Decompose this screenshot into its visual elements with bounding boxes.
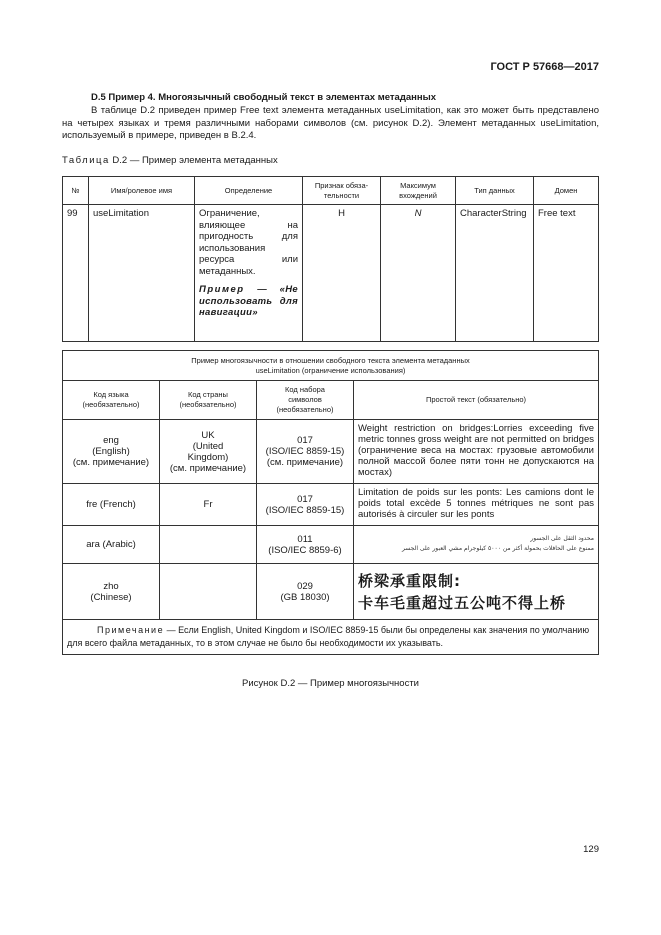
cell-max-occurrence: N (381, 205, 456, 342)
metadata-element-table (62, 176, 599, 342)
table-header-row (63, 381, 599, 420)
definition-example (199, 284, 298, 319)
cell-country (160, 564, 257, 620)
cell-charset: 017 (ISO/IEC 8859-15) (257, 484, 354, 526)
section-paragraph: В таблице D.2 приведен пример Free text элемента метаданных useLimitation, как это может быть представлено на четырех языках и тремя различными наборами символов (см. рисунок D.2). Элемент метаданных useLimitation, используемый в примере, приведен в B.2.4. (62, 105, 599, 141)
header-free-text: Простой текст (обязательно) (354, 381, 599, 420)
cell-name: useLimitation (89, 205, 195, 342)
header-language-code: Код языка (необязательно) (63, 381, 160, 420)
example-label: Пример — (199, 284, 269, 295)
header-obligation: Признак обяза- тельности (303, 177, 381, 205)
cell-definition (195, 205, 303, 342)
cell-language: fre (French) (63, 484, 160, 526)
cell-domain: Free text (534, 205, 599, 342)
table-header-row (63, 177, 599, 205)
section-title: D.5 Пример 4. Многоязычный свободный текст в элементах метаданных (91, 92, 437, 103)
header-num: № (63, 177, 89, 205)
cell-text-arabic: محدود الثقل على الجسور ممنوع على الحافلات بحمولة أكثر من ٥٠٠٠ كيلوجرام مشي العبور على الجسر (354, 526, 599, 564)
cell-text-chinese: 桥梁承重限制: 卡车毛重超过五公吨不得上桥 (354, 564, 599, 620)
cell-language: eng (English) (см. примечание) (63, 420, 160, 484)
note-text: — Если English, United Kingdom и ISO/IEC 8859-15 были бы определены как значения по умолчанию для всего файла метаданных, то в этом случае не было бы необходимости их указывать. (67, 625, 590, 648)
cell-charset: 011 (ISO/IEC 8859-6) (257, 526, 354, 564)
header-name: Имя/ролевое имя (89, 177, 195, 205)
header-data-type: Тип данных (456, 177, 534, 205)
table-caption-label: Таблица (62, 155, 110, 166)
table-row (63, 526, 599, 564)
table-caption (62, 155, 278, 166)
cell-charset: 029 (GB 18030) (257, 564, 354, 620)
cell-charset: 017 (ISO/IEC 8859-15) (см. примечание) (257, 420, 354, 484)
cell-country: Fr (160, 484, 257, 526)
example-text: «Не использовать для навигации» (199, 284, 298, 318)
header-country-code: Код страны (необязательно) (160, 381, 257, 420)
header-max-occurrence: Максимум вхождений (381, 177, 456, 205)
cell-country (160, 526, 257, 564)
cell-text: Weight restriction on bridges:Lorries exceeding five metric tonnes gross weight are not permitted on bridges (ограничение веса на мостах: грузовые автомобили полной массой более пяти тонн не допускаются на мостах) (354, 420, 599, 484)
header-definition: Определение (195, 177, 303, 205)
figure-table-title: Пример многоязычности в отношении свободного текста элемента метаданных useLimitation (ограничение использования) (63, 351, 599, 381)
cell-obligation: Н (303, 205, 381, 342)
cell-num: 99 (63, 205, 89, 342)
multilingual-figure-table (62, 350, 599, 655)
table-note (63, 620, 599, 655)
table-row (63, 484, 599, 526)
table-row (63, 205, 599, 342)
cell-country: UK (United Kingdom) (см. примечание) (160, 420, 257, 484)
note-label: Примечание (97, 625, 165, 635)
table-row (63, 564, 599, 620)
document-code: ГОСТ Р 57668—2017 (490, 61, 599, 73)
page-number: 129 (583, 844, 599, 855)
figure-caption: Рисунок D.2 — Пример многоязычности (241, 678, 419, 689)
table-caption-text: D.2 — Пример элемента метаданных (112, 155, 278, 166)
header-charset-code: Код набора символов (необязательно) (257, 381, 354, 420)
cell-text: Limitation de poids sur les ponts: Les camions dont le poids total excède 5 tonnes métriques ne sont pas autorisés à circuler sur les ponts (354, 484, 599, 526)
cell-language: ara (Arabic) (63, 526, 160, 564)
cell-language: zho (Chinese) (63, 564, 160, 620)
header-domain: Домен (534, 177, 599, 205)
definition-text: Ограничение, влияющее на пригодность для использования ресурса или метаданных. (199, 208, 298, 277)
table-row (63, 420, 599, 484)
cell-data-type: CharacterString (456, 205, 534, 342)
